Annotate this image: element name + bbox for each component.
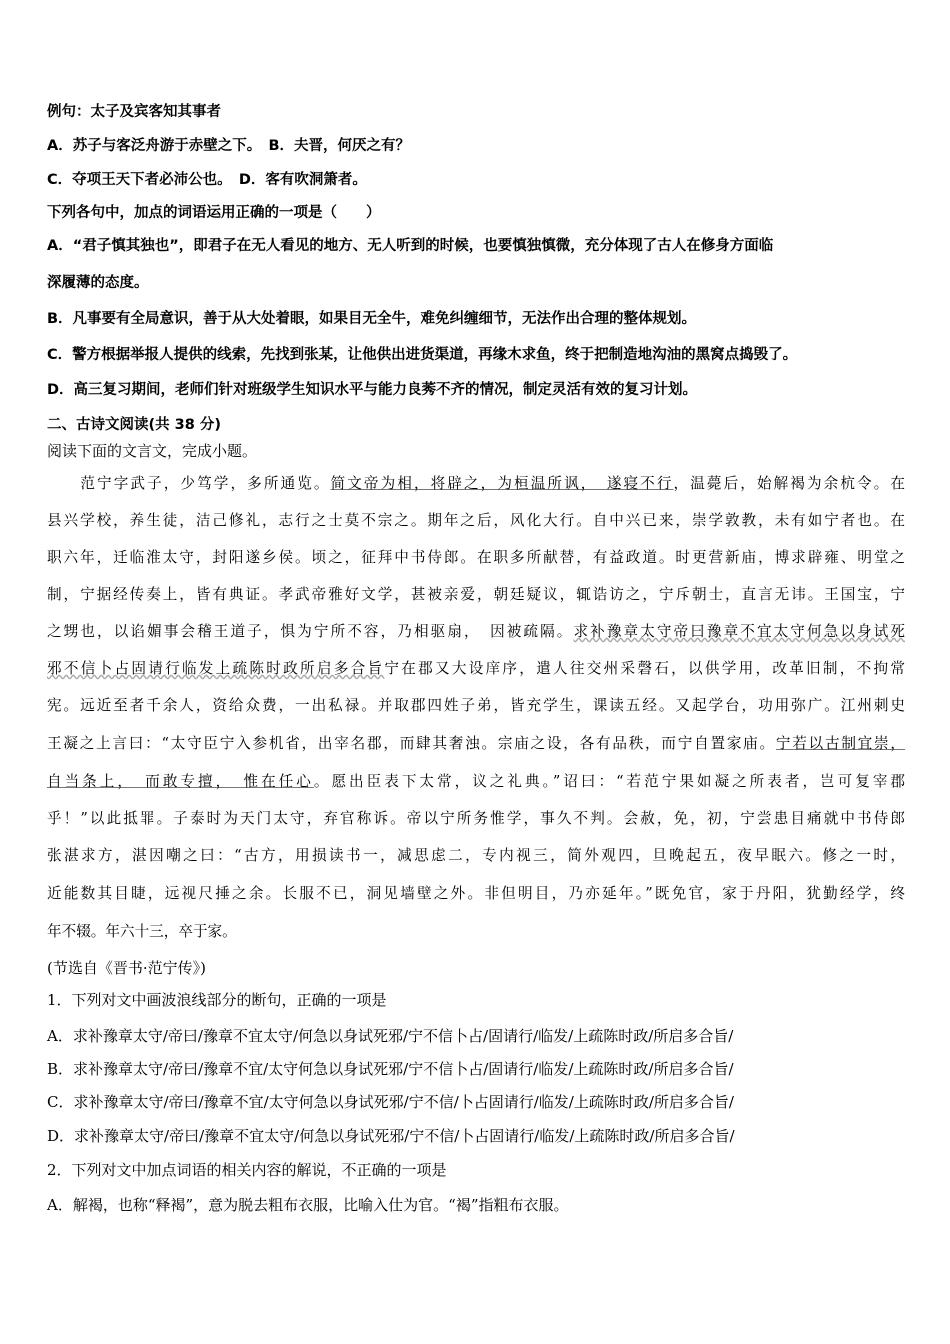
underlined-text: 宁若以古制宜崇， (775, 735, 905, 752)
passage-text: 宪。远近至者千余人，资给众费，一出私禄。并取郡四姓子弟，皆充学生，课读五经。又起学台，功用弥广。江州刺史 (47, 697, 905, 714)
passage-line (47, 511, 905, 531)
q1-stem: 1．下列对文中画波浪线部分的断句，正确的一项是 (47, 991, 387, 1009)
passage-text: 。愿出臣表下太常，议之礼典。”诏曰：“若范宁果如凝之所表者，岂可复宰郡 (313, 773, 906, 790)
passage-line (47, 696, 905, 716)
passage-text: ，温薨后，始解褐为余杭令。在 (673, 475, 905, 492)
q2-option-a: A．解褐，也称“释褐”，意为脱去粗布衣服，比喻入仕为官。“褐”指粗布衣服。 (47, 1196, 569, 1214)
option-ab: A．苏子与客泛舟游于赤壁之下。 B．夫晋，何厌之有？ (47, 138, 411, 154)
question-stem: 下列各句中，加点的词语运用正确的一项是（ ） (47, 205, 381, 221)
option-c: C．警方根据举报人提供的线索，先找到张某，让他供出进货渠道，再缘木求鱼，终于把制造地沟油的黑窝点捣毁了。 (47, 347, 798, 363)
passage-text: 乎！”以此抵罪。子泰时为天门太守，弃官称诉。帝以宁所务惟学，事久不判。会赦，免，初，宁尝患目痛就中书侍郎 (47, 810, 905, 827)
passage-text: 之甥也，以谄媚事会稽王道子，惧为宁所不容，乃相驱扇， 因被疏隔。 (47, 623, 574, 640)
passage-line (47, 809, 905, 829)
passage-line (47, 734, 905, 754)
passage-text: 近能数其目睫，远视尺捶之余。长服不已，洞见墙壁之外。非但明目，乃亦延年。”既免官，家于丹阳，犹勤经学，终 (47, 885, 905, 902)
passage-text: 职六年，迁临淮太守，封阳遂乡侯。顷之，征拜中书侍郎。在职多所献替，有益政道。时更营新庙，博求辟雍、明堂之 (47, 549, 905, 566)
section-title: 二、古诗文阅读(共 38 分) (47, 417, 222, 433)
passage-line (47, 585, 905, 605)
passage-text: 范宁字武子，少笃学，多所通览。 (47, 475, 331, 492)
passage-line (47, 846, 905, 866)
passage-line (47, 659, 905, 679)
passage-line (47, 474, 905, 494)
passage-line (47, 772, 905, 792)
option-d: D．高三复习期间，老师们针对班级学生知识水平与能力良莠不齐的情况，制定灵活有效的复习计划。 (47, 382, 698, 398)
passage-line (47, 884, 905, 904)
q1-option-b: B．求补豫章太守/帝曰/豫章不宜/太守何急以身试死邪/宁不信卜占/固请行/临发/上疏陈时政/所启多合旨/ (47, 1060, 734, 1078)
example-sentence: 例句：太子及宾客知其事者 (47, 104, 221, 120)
passage-line (47, 922, 905, 942)
underlined-text: 自当条上， 而敢专擅， 惟在任心 (47, 773, 314, 790)
passage-line (47, 548, 905, 568)
option-b: B．凡事要有全局意识，善于从大处着眼，如果目无全牛，难免纠缠细节，无法作出合理的整体规划。 (47, 311, 697, 327)
passage-text: 制，宁据经传奏上，皆有典证。孝武帝雅好文学，甚被亲爱，朝廷疑议，辄诰访之，宁斥朝士，直言无讳。王国宝，宁 (47, 586, 905, 603)
option-cd: C．夺项王天下者必沛公也。 D．客有吹洞箫者。 (47, 172, 367, 188)
passage-text: 年不辍。年六十三，卒于家。 (47, 923, 237, 940)
option-a-line1: A．“君子慎其独也”，即君子在无人看见的地方、无人听到的时候，也要慎独慎微，充分体现了古人在修身方面临 (47, 238, 774, 254)
wavy-underlined-text: 求补豫章太守帝曰豫章不宜太守何急以身试死 (573, 623, 905, 640)
passage-text: 张湛求方，湛因嘲之曰：“古方，用损读书一，减思虑二，专内视三，简外观四，旦晚起五，夜早眠六。修之一时， (47, 847, 905, 864)
passage-text: 县兴学校，养生徒，洁己修礼，志行之士莫不宗之。期年之后，风化大行。自中兴已来，崇学敦教，未有如宁者也。在 (47, 512, 905, 529)
q1-option-a: A．求补豫章太守/帝曰/豫章不宜太守/何急以身试死邪/宁不信卜占/固请行/临发/上疏陈时政/所启多合旨/ (47, 1027, 734, 1045)
passage-text: 宁在郡又大设庠序，遣人往交州采磬石，以供学用，改革旧制，不拘常 (384, 660, 905, 677)
q2-stem: 2．下列对文中加点词语的相关内容的解说，不正确的一项是 (47, 1161, 447, 1179)
underlined-text: 简文帝为相，将辟之，为桓温所讽， 遂寝不行 (330, 475, 674, 492)
passage-text: 王凝之上言曰：“太守臣宁入参机省，出宰名郡，而肆其奢浊。宗庙之设，各有品秩，而宁自置家庙。 (47, 735, 776, 752)
option-a-line2: 深履薄的态度。 (47, 275, 149, 291)
q1-option-d: D．求补豫章太守/帝曰/豫章不宜太守/何急以身试死邪/宁不信/卜占固请行/临发/上疏陈时政/所启多合旨/ (47, 1127, 735, 1145)
source-note: (节选自《晋书·范宁传》) (47, 959, 206, 977)
q1-option-c: C．求补豫章太守/帝曰/豫章不宜/太守何急以身试死邪/宁不信/卜占固请行/临发/上疏陈时政/所启多合旨/ (47, 1093, 734, 1111)
section-instruction: 阅读下面的文言文，完成小题。 (47, 442, 258, 460)
wavy-underlined-text: 邪不信卜占固请行临发上疏陈时政所启多合旨 (47, 660, 385, 677)
passage-line (47, 622, 905, 642)
